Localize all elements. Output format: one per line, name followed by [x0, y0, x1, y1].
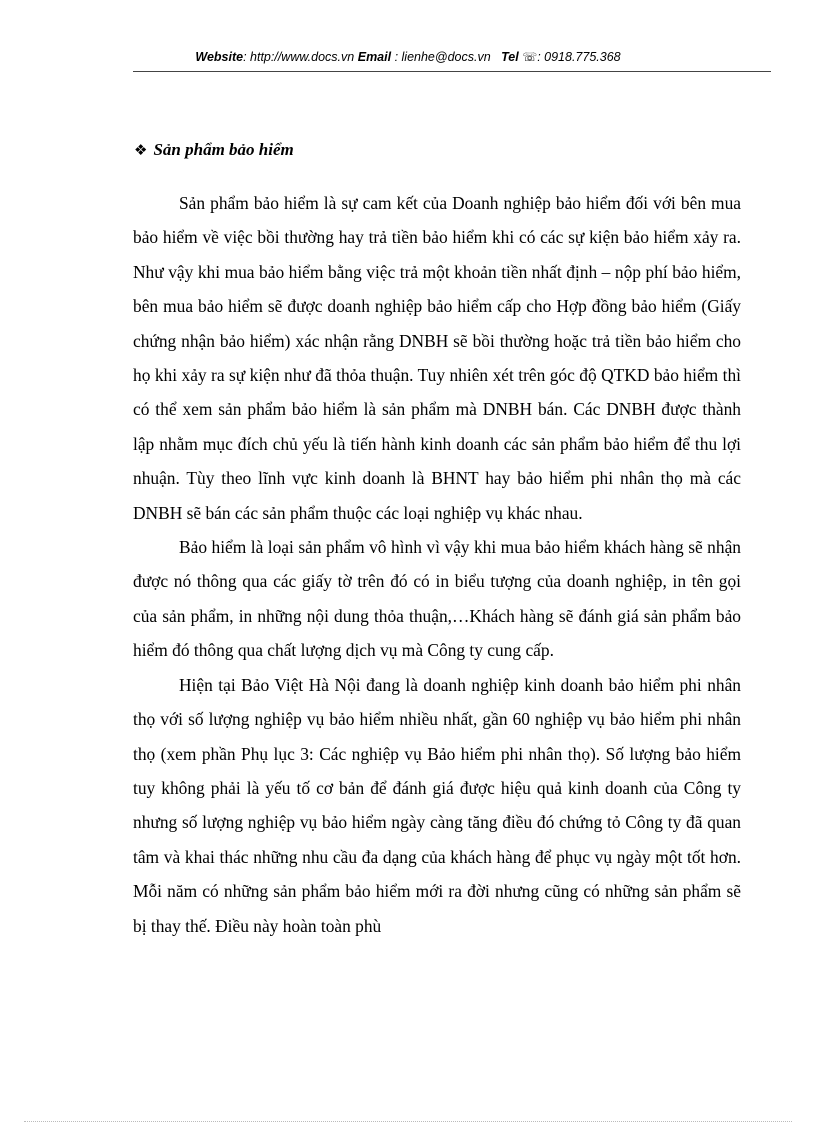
website-value: : http://www.docs.vn	[243, 50, 355, 64]
paragraph-3: Hiện tại Bảo Việt Hà Nội đang là doanh nghiệp kinh doanh bảo hiểm phi nhân thọ với số lượng nghiệp vụ bảo hiểm nhiều nhất, gần 60 nghiệp vụ bảo hiểm phi nhân thọ (xem phần Phụ lục 3: Các nghiệp vụ Bảo hiểm phi nhân thọ). Số lượng bảo hiểm tuy không phải là yếu tố cơ bản để đánh giá được hiệu quả kinh doanh của Công ty nhưng số lượng nghiệp vụ bảo hiểm ngày càng tăng điều đó chứng tỏ Công ty đã quan tâm và khai thác những nhu cầu đa dạng của khách hàng để phục vụ ngày một tốt hơn. Mỗi năm có những sản phẩm bảo hiểm mới ra đời nhưng cũng có những sản phẩm sẽ bị thay thế. Điều này hoàn toàn phù	[133, 674, 741, 936]
email-label: Email	[357, 50, 392, 64]
paragraph-1: Sản phẩm bảo hiểm là sự cam kết của Doanh nghiệp bảo hiểm đối với bên mua bảo hiểm về việc bồi thường hay trả tiền bảo hiểm khi có các sự kiện bảo hiểm xảy ra. Như vậy khi mua bảo hiểm bằng việc trả một khoản tiền nhất định – nộp phí bảo hiểm, bên mua bảo hiểm sẽ được doanh nghiệp bảo hiểm cấp cho Hợp đồng bảo hiểm (Giấy chứng nhận bảo hiểm) xác nhận rằng DNBH sẽ bồi thường hoặc trả tiền bảo hiểm cho họ khi xảy ra sự kiện như đã thỏa thuận. Tuy nhiên xét trên góc độ QTKD bảo hiểm thì có thể xem sản phẩm bảo hiểm là sản phẩm mà DNBH bán. Các DNBH được thành lập nhằm mục đích chủ yếu là tiến hành kinh doanh các sản phẩm bảo hiểm để thu lợi nhuận. Tùy theo lĩnh vực kinh doanh là BHNT hay bảo hiểm phi nhân thọ mà các DNBH sẽ bán các sản phẩm thuộc các loại nghiệp vụ khác nhau.	[133, 193, 741, 523]
section-title: Sản phẩm bảo hiểm	[153, 140, 294, 159]
email-value: : lienhe@docs.vn	[394, 50, 491, 64]
section-heading	[134, 140, 294, 160]
phone-icon: ☏	[522, 50, 538, 64]
tel-value: : 0918.775.368	[537, 50, 621, 64]
website-label: Website	[195, 50, 244, 64]
document-body	[133, 186, 741, 943]
diamond-bullet-icon: ❖	[134, 141, 148, 159]
tel-label: Tel	[501, 50, 519, 64]
paragraph-2: Bảo hiểm là loại sản phẩm vô hình vì vậy khi mua bảo hiểm khách hàng sẽ nhận được nó thông qua các giấy tờ trên đó có in biểu tượng của doanh nghiệp, in tên gọi của sản phẩm, in những nội dung thỏa thuận,…Khách hàng sẽ đánh giá sản phẩm bảo hiểm đó thông qua chất lượng dịch vụ mà Công ty cung cấp.	[133, 537, 741, 661]
footer-divider	[24, 1121, 792, 1122]
page-header	[0, 50, 816, 64]
header-divider	[133, 71, 771, 72]
